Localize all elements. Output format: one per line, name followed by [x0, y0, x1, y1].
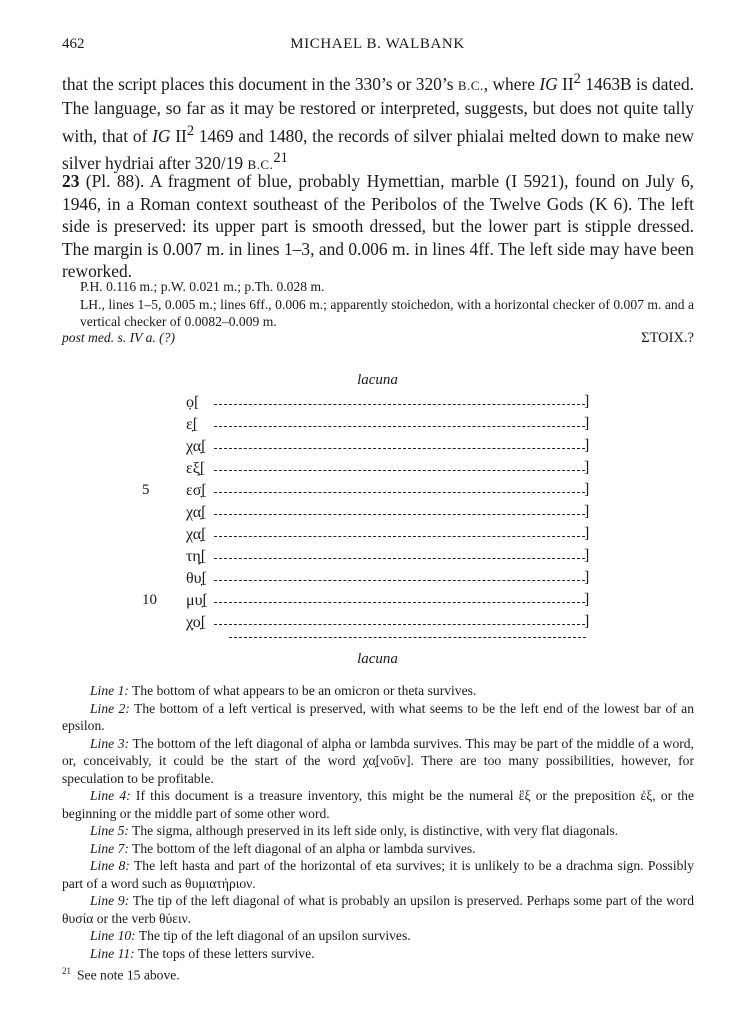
note-label: Line 8: — [90, 858, 130, 873]
commentary-note — [62, 945, 694, 963]
closing-bracket: ] — [584, 415, 590, 432]
stoichedon-mark: ΣΤΟΙΧ.? — [641, 330, 694, 346]
lacuna-top: lacuna — [357, 372, 398, 388]
closing-bracket: ] — [584, 613, 590, 630]
inscription-line — [186, 525, 590, 548]
lacuna-dashes — [214, 470, 585, 471]
note-label: Line 3: — [90, 735, 130, 751]
note-text: The bottom of a left vertical is preserved, with what seems to be the left end of the lowest bar of an epsilon. — [62, 700, 694, 733]
inscription-line-text: θυ̣[ — [186, 570, 207, 587]
line-number: 10 — [142, 592, 157, 608]
inscription-line-text: μυ̣[ — [186, 592, 208, 609]
line-number: 5 — [142, 482, 150, 498]
inscription-line — [186, 393, 590, 416]
closing-bracket: ] — [584, 591, 590, 608]
inscription-line-text: χα̣[ — [186, 504, 207, 521]
note-label: Line 11: — [90, 945, 135, 961]
lacuna-dashes — [214, 448, 585, 449]
lacuna-bottom: lacuna — [357, 651, 398, 667]
inscription-line — [186, 437, 590, 460]
inscription-line — [186, 569, 590, 592]
commentary-note — [62, 822, 694, 840]
running-head-author: MICHAEL B. WALBANK — [290, 36, 465, 52]
lacuna-dashes — [214, 492, 585, 493]
commentary-note — [62, 840, 694, 858]
inscription-line — [186, 459, 590, 482]
inscription-line — [186, 613, 590, 636]
closing-bracket: ] — [584, 569, 590, 586]
inscription-line-text: χα̣[ — [186, 438, 207, 455]
inscription-line — [186, 547, 590, 570]
lacuna-dashes — [214, 602, 585, 603]
dating-bar — [62, 330, 694, 346]
note-label: Line 10: — [90, 928, 136, 943]
footnote-text: See note 15 above. — [77, 967, 180, 983]
commentary-note — [62, 682, 694, 700]
closing-bracket: ] — [584, 459, 590, 476]
closing-bracket: ] — [584, 481, 590, 498]
lacuna-dashes — [214, 624, 585, 625]
page-header — [0, 36, 755, 56]
lacuna-dashes — [214, 536, 585, 537]
measurements-line: P.H. 0.116 m.; p.W. 0.021 m.; p.Th. 0.028 m. — [80, 279, 325, 294]
inscription-line-text: ε̣[ — [186, 416, 199, 433]
inscription-line — [186, 503, 590, 526]
lacuna-dashes — [214, 580, 585, 581]
footnote-ref[interactable]: 21 — [273, 150, 288, 167]
note-label: Line 4: — [90, 788, 131, 803]
note-text: The bottom of the left diagonal of alpha or lambda survives. This may be part of the middle of a word, or, conceivably, it could be the start of the word χα̣[νοῦν]. There are too many possibilities, however, for speculation to be profitable. — [62, 735, 694, 786]
note-text: If this document is a treasure inventory, this might be the numeral ἓξ or the preposition ἐξ, or the beginning or the middle part of some other word. — [62, 788, 694, 821]
note-label: Line 1: — [90, 683, 129, 698]
note-label: Line 9: — [90, 893, 130, 908]
note-text: The bottom of what appears to be an omicron or theta survives. — [128, 683, 477, 698]
note-text: The tip of the left diagonal of an upsilon survives. — [135, 928, 411, 943]
closing-bracket: ] — [584, 547, 590, 564]
note-label: Line 7: — [90, 840, 129, 856]
measurements-line: LH., lines 1–5, 0.005 m.; lines 6ff., 0.006 m.; apparently stoichedon, with a horizontal checker of 0.007 m. and a vertical checker of 0.0082–0.009 m. — [80, 296, 694, 329]
footnote — [62, 966, 180, 984]
inscription-line-text: ọ[ — [186, 394, 200, 411]
lacuna-rule — [229, 637, 586, 638]
lacuna-dashes — [214, 426, 585, 427]
entry-paragraph: 23 (Pl. 88). A fragment of blue, probably Hymettian, marble (I 5921), found on July 6, 1946, in a Roman context southeast of the Peribolos of the Twelve Gods (K 6). The left side is preserved: its upper part is smooth dressed, but the lower part is stipple dressed. The margin is 0.007 m. in lines 1–3, and 0.006 m. in lines 4ff. The left side may have been reworked. — [62, 171, 694, 282]
inscription-line-text: χα̣[ — [186, 526, 207, 543]
inscription-line-text: χ̣ο̣[ — [186, 614, 207, 631]
note-text: The sigma, although preserved in its left side only, is distinctive, with very flat diagonals. — [128, 823, 619, 838]
inscription-line — [186, 481, 590, 504]
commentary-note — [62, 700, 694, 735]
note-label: Line 2: — [90, 700, 130, 716]
commentary-note — [62, 857, 694, 892]
lacuna-dashes — [214, 514, 585, 515]
date: post med. s. IV a. (?) — [62, 330, 176, 345]
commentary-note — [62, 892, 694, 927]
closing-bracket: ] — [584, 393, 590, 410]
entry-number: 23 — [62, 171, 80, 191]
lacuna-dashes — [214, 558, 585, 559]
page-number: 462 — [62, 36, 85, 52]
commentary-note — [62, 927, 694, 945]
measurements — [62, 278, 694, 331]
closing-bracket: ] — [584, 503, 590, 520]
inscription-line-text: εξ̣[ — [186, 460, 206, 477]
commentary-note — [62, 787, 694, 822]
closing-bracket: ] — [584, 437, 590, 454]
commentary — [62, 682, 694, 962]
note-text: The tip of the left diagonal of what is probably an upsilon is preserved. Perhaps some part of the word θυσία or the verb θύειν. — [62, 893, 695, 926]
intro-paragraph: that the script places this document in the 330’s or 320’s B.C., where IG $II^2$ 1463B is dated. The language, so far as it may be restored or interpreted, suggests, but does not quite tally with, that of IG $II^2$ 1469 and 1480, the records of silver phialai melted down to make new silver hydriai after 320/19 B.C.$^{21}$ — [62, 71, 695, 174]
note-label: Line 5: — [90, 823, 129, 838]
footnote-number: 21 — [62, 966, 71, 976]
note-text: The left hasta and part of the horizontal of eta survives; it is unlikely to be a drachma sign. Possibly part of a word such as θυμιατήριον. — [62, 858, 694, 891]
inscription-line-text: τη̣[ — [186, 548, 207, 565]
note-text: The bottom of the left diagonal of an alpha or lambda survives. — [128, 840, 476, 856]
closing-bracket: ] — [584, 525, 590, 542]
inscription-line-text: εσ̣[ — [186, 482, 207, 499]
commentary-note — [62, 735, 694, 788]
inscription-line — [186, 415, 590, 438]
inscription-line — [186, 591, 590, 614]
note-text: The tops of these letters survive. — [134, 945, 315, 961]
lacuna-dashes — [214, 404, 585, 405]
